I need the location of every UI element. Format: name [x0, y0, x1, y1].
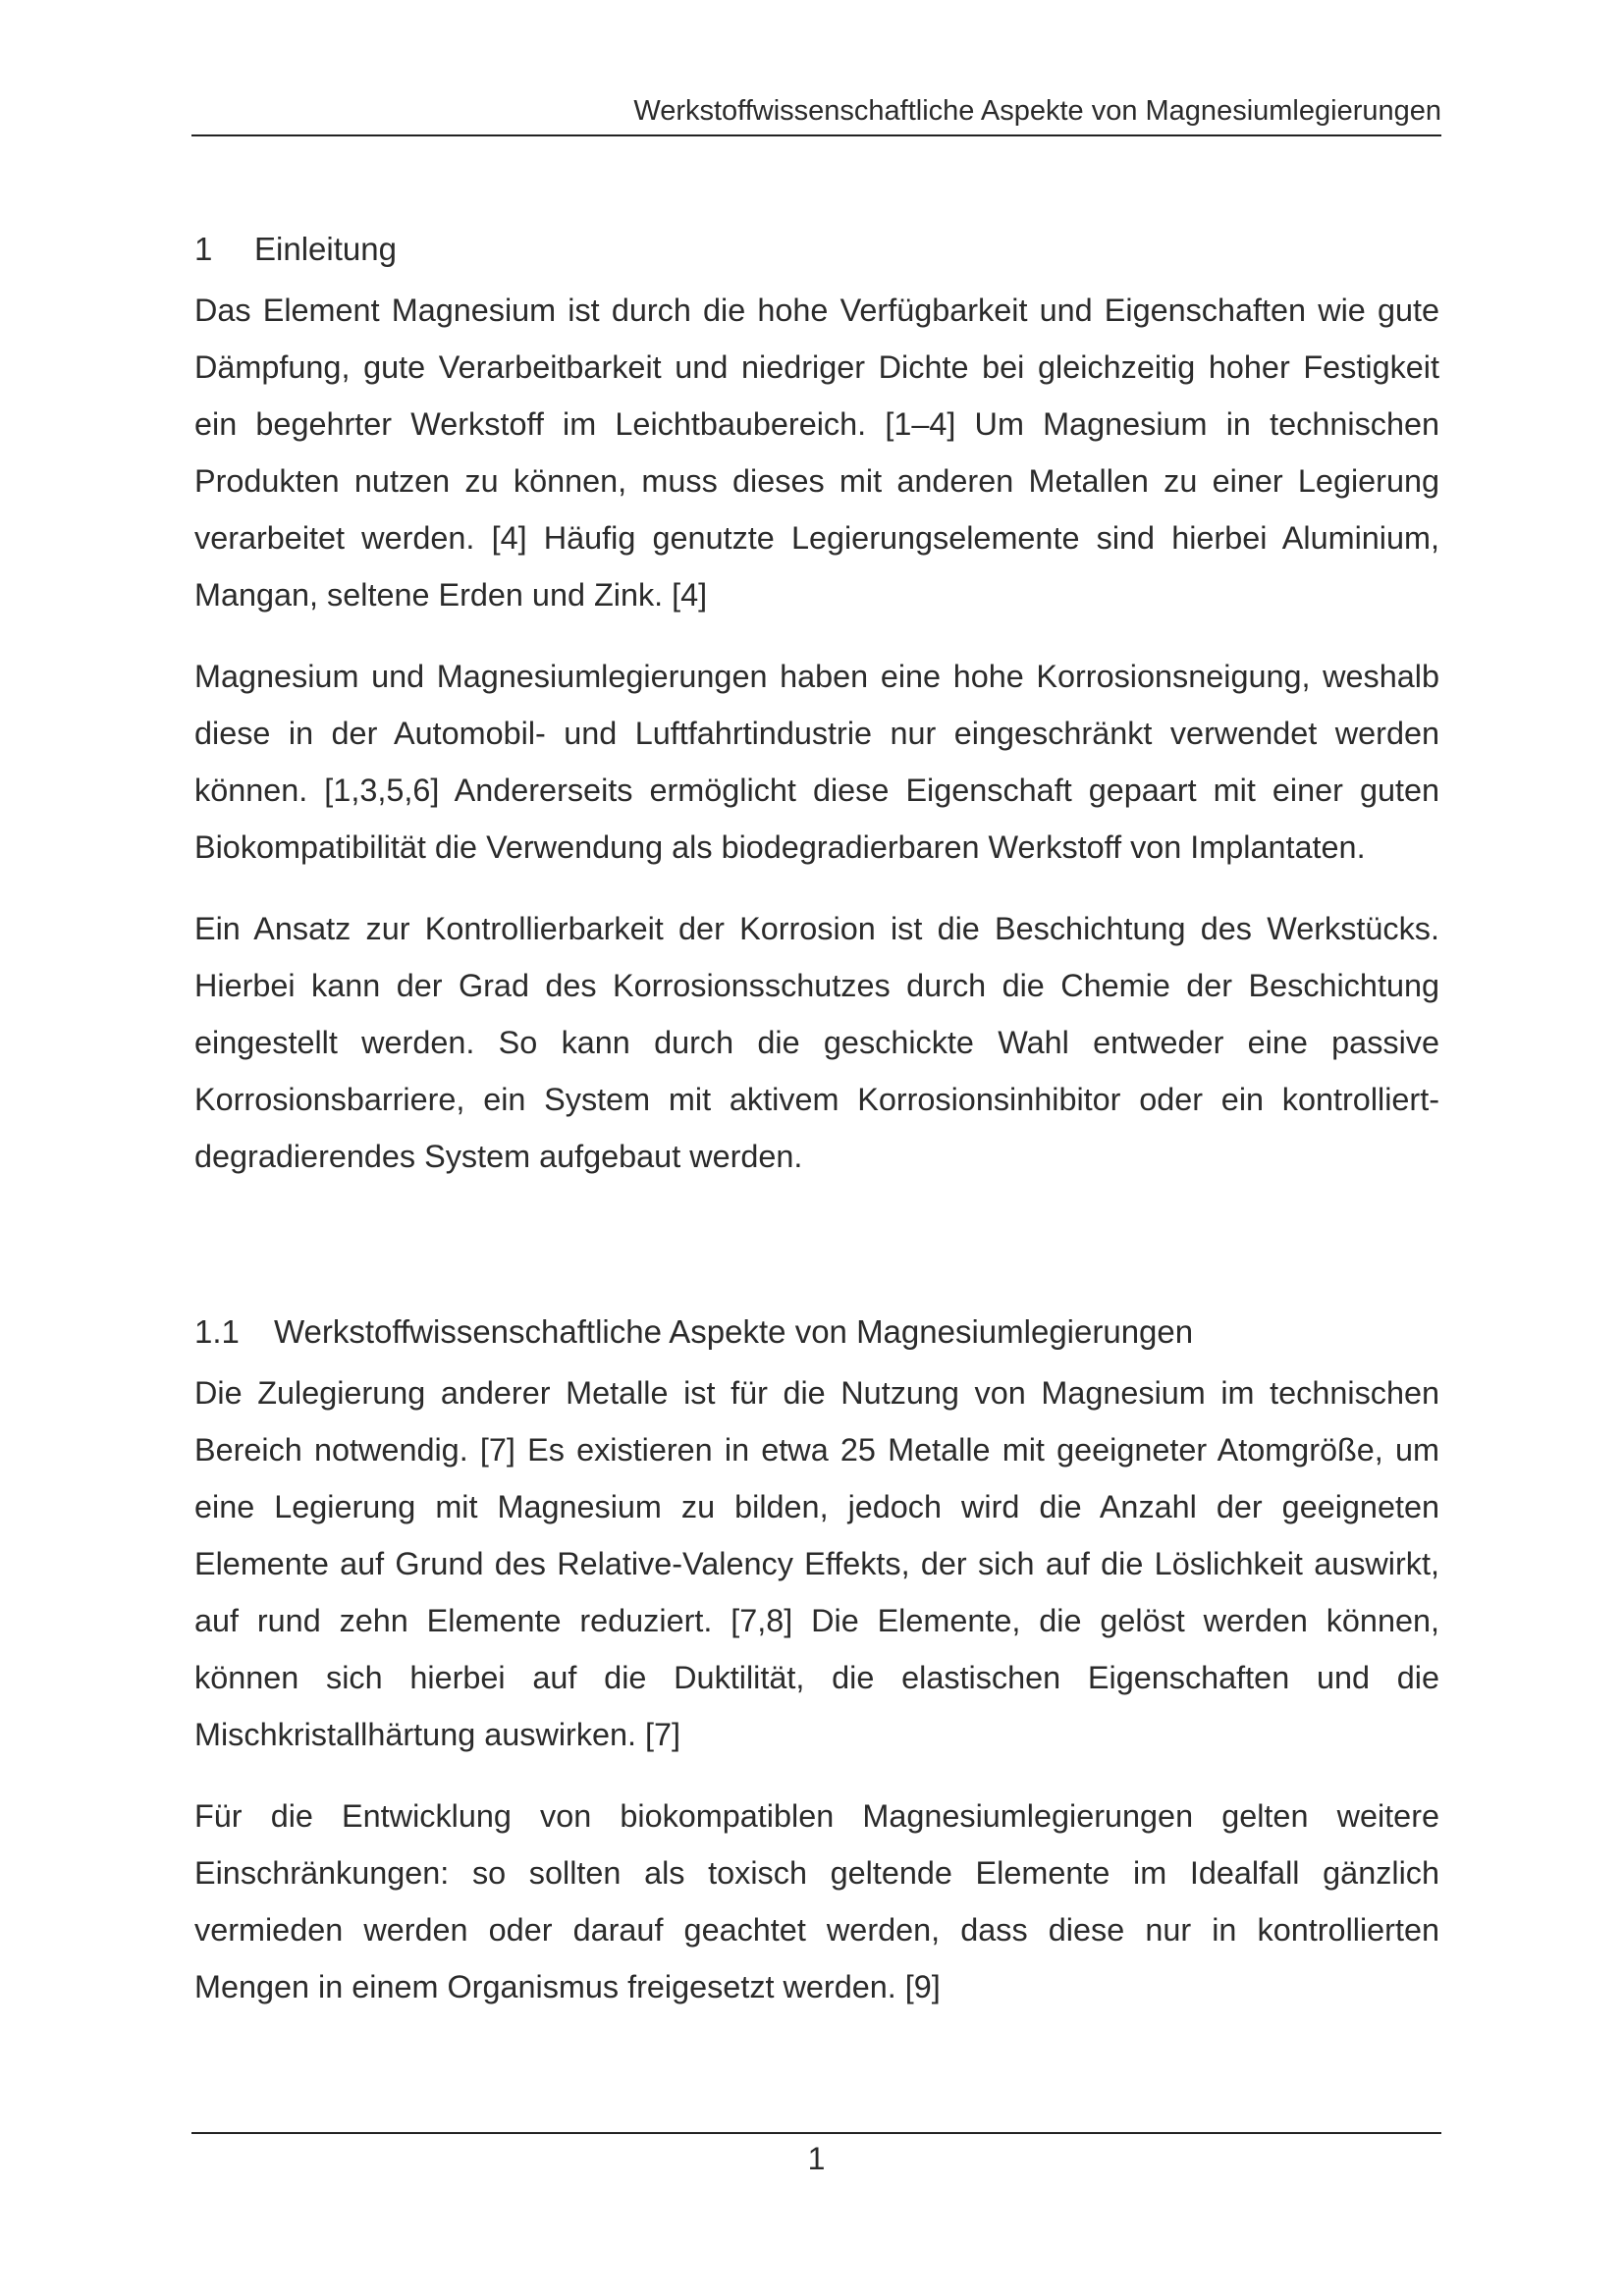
running-header: Werkstoffwissenschaftliche Aspekte von Magnesiumlegierungen — [633, 95, 1441, 127]
section-heading-werkstoffwissenschaftliche-aspekte — [194, 1312, 1439, 1352]
section-number: 1.1 — [194, 1313, 240, 1350]
page-number: 1 — [807, 2141, 826, 2176]
section-heading-einleitung — [194, 230, 1439, 269]
section-number: 1 — [194, 231, 213, 267]
page-body — [194, 230, 1439, 2015]
section-spacer — [194, 1185, 1439, 1312]
paragraph: Das Element Magnesium ist durch die hohe Verfügbarkeit und Eigenschaften wie gute Dämpfung, gute Verarbeitbarkeit und niedriger Dichte bei gleichzeitig hoher Festigkeit ein begehrter Werkstoff im Leichtbaubereich. [1–4] Um Magnesium in technischen Produkten nutzen zu können, muss dieses mit anderen Metallen zu einer Legierung verarbeitet werden. [4] Häufig genutzte Legierungselemente sind hierbei Aluminium, Mangan, seltene Erden und Zink. [4] — [194, 293, 1439, 613]
paragraph: Die Zulegierung anderer Metalle ist für die Nutzung von Magnesium im technischen Bereich notwendig. [7] Es existieren in etwa 25 Metalle mit geeigneter Atomgröße, um eine Legierung mit Magnesium zu bilden, jedoch wird die Anzahl der geeigneten Elemente auf Grund des Relative-Valency Effekts, der sich auf die Löslichkeit auswirkt, auf rund zehn Elemente reduziert. [7,8] Die Elemente, die gelöst werden können, können sich hierbei auf die Duktilität, die elastischen Eigenschaften und die Mischkristallhärtung auswirken. [7] — [194, 1375, 1439, 1752]
header-rule — [191, 134, 1441, 136]
section-title: Werkstoffwissenschaftliche Aspekte von Magnesiumlegierungen — [274, 1313, 1194, 1350]
section-title: Einleitung — [254, 231, 397, 267]
paragraph: Magnesium und Magnesiumlegierungen haben eine hohe Korrosionsneigung, weshalb diese in der Automobil- und Luftfahrtindustrie nur eingeschränkt verwendet werden können. [1,3,5,6] Andererseits ermöglicht diese Eigenschaft gepaart mit einer guten Biokompatibilität die Verwendung als biodegradierbaren Werkstoff von Implantaten. — [194, 659, 1439, 865]
paragraph: Ein Ansatz zur Kontrollierbarkeit der Korrosion ist die Beschichtung des Werkstücks. Hierbei kann der Grad des Korrosionsschutzes durch die Chemie der Beschichtung eingestellt werden. So kann durch die geschickte Wahl entweder eine passive Korrosionsbarriere, ein System mit aktivem Korrosionsinhibitor oder ein kontrolliert-degradierendes System aufgebaut werden. — [194, 911, 1439, 1174]
paragraph: Für die Entwicklung von biokompatiblen Magnesiumlegierungen gelten weitere Einschränkungen: so sollten als toxisch geltende Elemente im Idealfall gänzlich vermieden werden oder darauf geachtet werden, dass diese nur in kontrollierten Mengen in einem Organismus freigesetzt werden. [9] — [194, 1798, 1439, 2004]
footer-rule — [191, 2132, 1441, 2134]
